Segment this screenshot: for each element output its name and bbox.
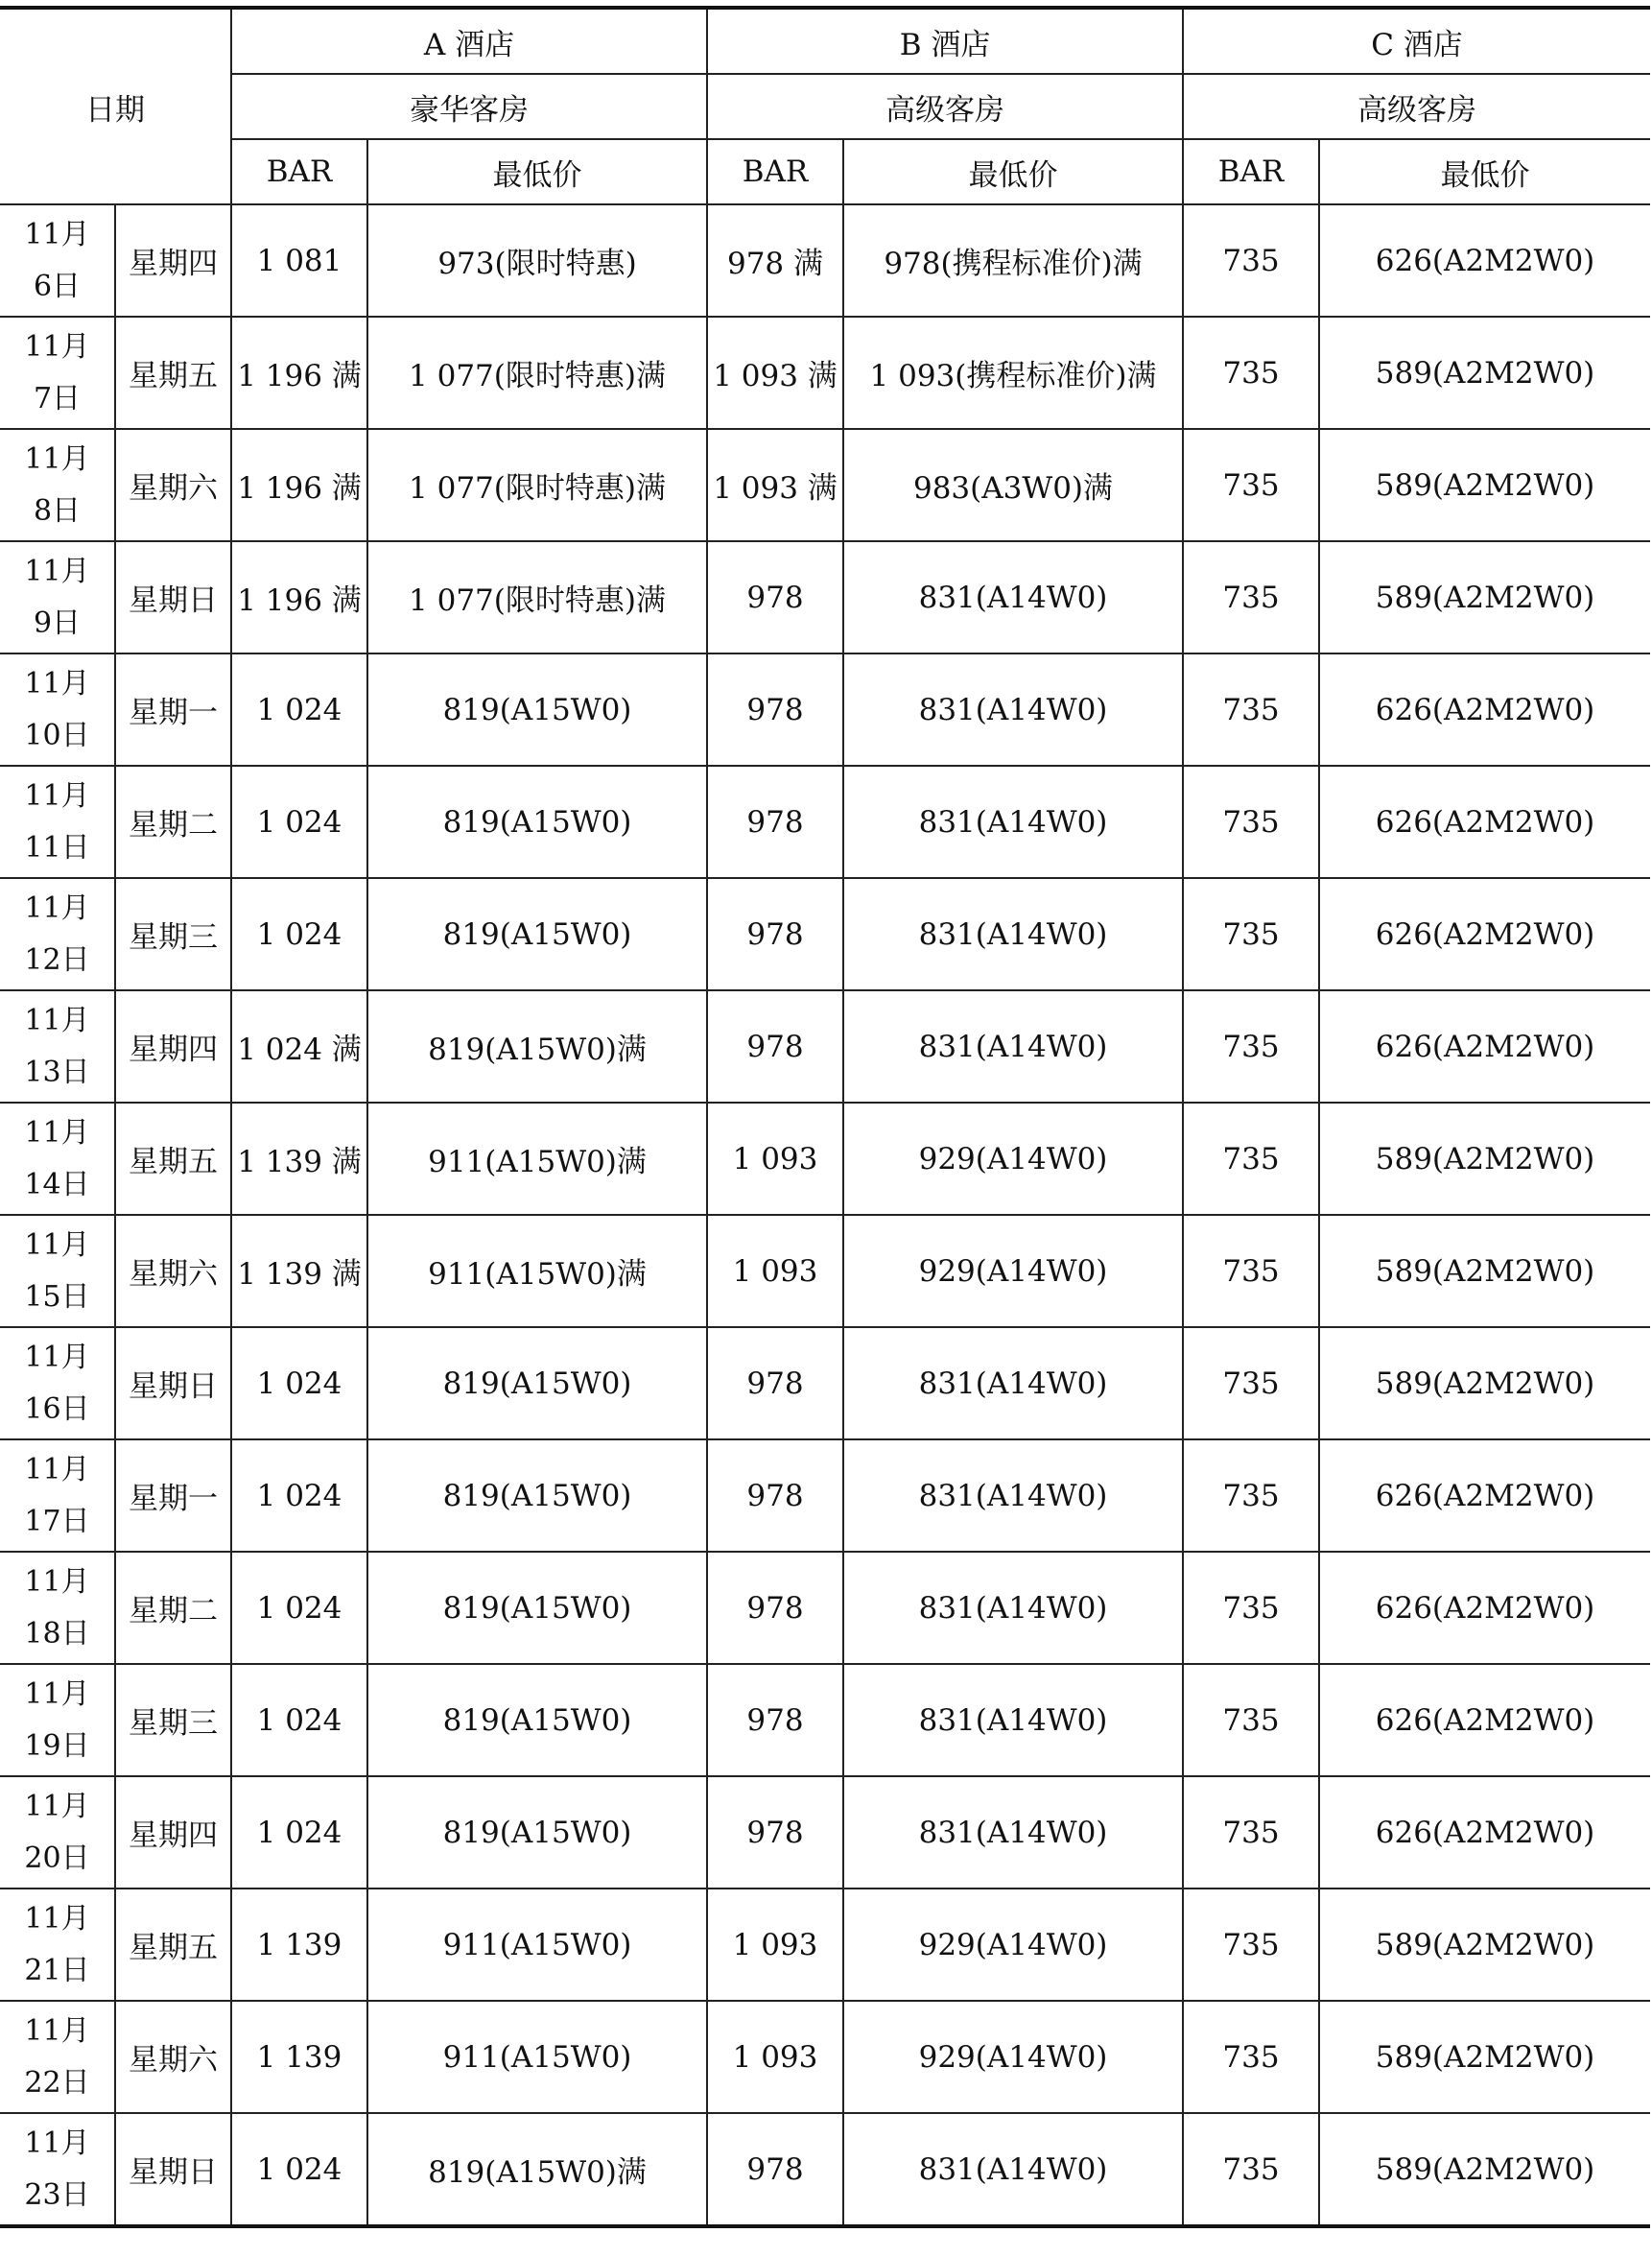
date-month: 11月	[24, 217, 90, 251]
hotel-a-low-cell: 911(A15W0)满	[367, 1215, 707, 1327]
date-month: 11月	[24, 441, 90, 476]
date-cell	[0, 204, 115, 317]
hotel-a-low-cell: 911(A15W0)	[367, 1889, 707, 2001]
hotel-b-bar-cell: 978	[707, 766, 843, 878]
hotel-c-bar-cell: 735	[1183, 429, 1319, 541]
hotel-b-bar-cell: 978	[707, 990, 843, 1103]
weekday-cell: 星期四	[115, 1776, 231, 1889]
date-month: 11月	[24, 554, 90, 588]
date-month: 11月	[24, 1115, 90, 1150]
hotel-b-low-cell: 929(A14W0)	[843, 1103, 1183, 1215]
hotel-c-bar-cell: 735	[1183, 990, 1319, 1103]
hotel-b-low-cell: 929(A14W0)	[843, 1215, 1183, 1327]
hotel-b-low-cell: 831(A14W0)	[843, 1327, 1183, 1439]
hotel-c-low-cell: 589(A2M2W0)	[1319, 429, 1650, 541]
table-row	[0, 1664, 1650, 1776]
weekday-cell: 星期六	[115, 2001, 231, 2113]
hotel-c-low-cell: 626(A2M2W0)	[1319, 766, 1650, 878]
hotel-c-low-cell: 626(A2M2W0)	[1319, 1664, 1650, 1776]
weekday-cell: 星期二	[115, 1552, 231, 1664]
hotel-a-bar-cell: 1 139	[231, 2001, 367, 2113]
weekday-cell: 星期日	[115, 541, 231, 653]
hotel-c-low-cell: 626(A2M2W0)	[1319, 653, 1650, 766]
hotel-b-bar-cell: 978	[707, 1664, 843, 1776]
hotel-a-low-cell: 911(A15W0)	[367, 2001, 707, 2113]
date-day: 14日	[24, 1167, 90, 1201]
hotel-c-bar-cell: 735	[1183, 2113, 1319, 2226]
hotel-b-low-cell: 831(A14W0)	[843, 2113, 1183, 2226]
hotel-c-low-cell: 589(A2M2W0)	[1319, 317, 1650, 429]
date-day: 22日	[24, 2065, 90, 2100]
hotel-c-bar-cell: 735	[1183, 1889, 1319, 2001]
hotel-b-bar-cell: 978	[707, 1439, 843, 1552]
date-day: 16日	[24, 1391, 90, 1426]
date-month: 11月	[24, 891, 90, 925]
table-row	[0, 1103, 1650, 1215]
hotel-b-low-cell: 831(A14W0)	[843, 653, 1183, 766]
hotel-c-bar-cell: 735	[1183, 1552, 1319, 1664]
hotel-b-bar-cell: 978	[707, 1776, 843, 1889]
table-row	[0, 2001, 1650, 2113]
date-day: 13日	[24, 1055, 90, 1089]
hotel-a-bar-cell: 1 024	[231, 1327, 367, 1439]
date-cell	[0, 1664, 115, 1776]
date-cell	[0, 1103, 115, 1215]
hotel-b-low-cell: 1 093(携程标准价)满	[843, 317, 1183, 429]
weekday-cell: 星期三	[115, 878, 231, 990]
hotel-a-bar-cell: 1 196 满	[231, 317, 367, 429]
hotel-b-bar-cell: 1 093	[707, 2001, 843, 2113]
header-row-hotels	[0, 8, 1650, 74]
date-month: 11月	[24, 1789, 90, 1823]
hotel-c-bar-cell: 735	[1183, 1776, 1319, 1889]
hotel-price-table	[0, 6, 1650, 2228]
hotel-c-name: C 酒店	[1183, 8, 1650, 74]
hotel-c-low-cell: 626(A2M2W0)	[1319, 878, 1650, 990]
hotel-c-bar-cell: 735	[1183, 1215, 1319, 1327]
table-row	[0, 204, 1650, 317]
date-day: 21日	[24, 1953, 90, 1987]
hotel-a-bar-cell: 1 024	[231, 653, 367, 766]
date-cell	[0, 429, 115, 541]
hotel-a-bar-cell: 1 081	[231, 204, 367, 317]
hotel-a-bar-cell: 1 139 满	[231, 1103, 367, 1215]
hotel-c-bar-cell: 735	[1183, 541, 1319, 653]
hotel-c-low-cell: 589(A2M2W0)	[1319, 541, 1650, 653]
hotel-b-bar-cell: 978	[707, 2113, 843, 2226]
date-day: 18日	[24, 1616, 90, 1651]
date-day: 15日	[24, 1279, 90, 1314]
hotel-a-low-cell: 819(A15W0)	[367, 1439, 707, 1552]
hotel-b-low-cell: 978(携程标准价)满	[843, 204, 1183, 317]
weekday-cell: 星期五	[115, 1103, 231, 1215]
hotel-a-bar-header: BAR	[231, 139, 367, 204]
table-row	[0, 1889, 1650, 2001]
hotel-b-low-cell: 831(A14W0)	[843, 541, 1183, 653]
hotel-c-bar-cell: 735	[1183, 204, 1319, 317]
date-month: 11月	[24, 329, 90, 364]
date-day: 11日	[24, 830, 90, 865]
date-day: 17日	[24, 1504, 90, 1538]
hotel-b-low-cell: 929(A14W0)	[843, 1889, 1183, 2001]
hotel-a-bar-cell: 1 024	[231, 1552, 367, 1664]
date-month: 11月	[24, 2013, 90, 2048]
hotel-c-bar-cell: 735	[1183, 1327, 1319, 1439]
date-day: 9日	[33, 606, 82, 640]
table-row	[0, 1776, 1650, 1889]
hotel-a-low-cell: 819(A15W0)	[367, 1776, 707, 1889]
header-row-room-types	[0, 74, 1650, 139]
table-row	[0, 1327, 1650, 1439]
hotel-b-bar-cell: 1 093	[707, 1103, 843, 1215]
date-cell	[0, 2113, 115, 2226]
date-day: 7日	[33, 381, 82, 416]
weekday-cell: 星期一	[115, 1439, 231, 1552]
hotel-a-room-type: 豪华客房	[231, 74, 707, 139]
date-day: 6日	[33, 269, 82, 303]
date-cell	[0, 1215, 115, 1327]
hotel-b-low-cell: 831(A14W0)	[843, 1552, 1183, 1664]
weekday-cell: 星期四	[115, 990, 231, 1103]
hotel-c-bar-cell: 735	[1183, 2001, 1319, 2113]
hotel-c-bar-cell: 735	[1183, 1439, 1319, 1552]
hotel-b-bar-cell: 978	[707, 878, 843, 990]
hotel-a-low-cell: 819(A15W0)	[367, 1327, 707, 1439]
date-day: 12日	[24, 942, 90, 977]
date-month: 11月	[24, 1227, 90, 1262]
hotel-b-bar-cell: 1 093	[707, 1889, 843, 2001]
weekday-cell: 星期二	[115, 766, 231, 878]
hotel-a-bar-cell: 1 139 满	[231, 1215, 367, 1327]
hotel-a-name: A 酒店	[231, 8, 707, 74]
hotel-b-low-cell: 831(A14W0)	[843, 990, 1183, 1103]
date-cell	[0, 1552, 115, 1664]
hotel-c-bar-cell: 735	[1183, 1103, 1319, 1215]
date-month: 11月	[24, 778, 90, 813]
hotel-a-bar-cell: 1 024 满	[231, 990, 367, 1103]
hotel-b-low-cell: 831(A14W0)	[843, 1439, 1183, 1552]
hotel-b-name: B 酒店	[707, 8, 1183, 74]
hotel-b-low-cell: 831(A14W0)	[843, 1664, 1183, 1776]
hotel-b-low-cell: 831(A14W0)	[843, 1776, 1183, 1889]
weekday-cell: 星期三	[115, 1664, 231, 1776]
hotel-a-bar-cell: 1 024	[231, 1439, 367, 1552]
hotel-a-bar-cell: 1 024	[231, 878, 367, 990]
hotel-c-low-cell: 589(A2M2W0)	[1319, 2001, 1650, 2113]
hotel-b-low-cell: 831(A14W0)	[843, 878, 1183, 990]
hotel-c-low-cell: 626(A2M2W0)	[1319, 1776, 1650, 1889]
table-body	[0, 8, 1650, 2226]
date-cell	[0, 1776, 115, 1889]
weekday-cell: 星期日	[115, 2113, 231, 2226]
date-month: 11月	[24, 1676, 90, 1711]
weekday-cell: 星期五	[115, 317, 231, 429]
hotel-c-bar-cell: 735	[1183, 1664, 1319, 1776]
table-row	[0, 429, 1650, 541]
table-row	[0, 990, 1650, 1103]
date-cell	[0, 1327, 115, 1439]
hotel-b-bar-cell: 978 满	[707, 204, 843, 317]
hotel-a-low-cell: 819(A15W0)满	[367, 2113, 707, 2226]
hotel-c-low-cell: 589(A2M2W0)	[1319, 1103, 1650, 1215]
date-cell	[0, 766, 115, 878]
hotel-c-bar-cell: 735	[1183, 766, 1319, 878]
weekday-cell: 星期一	[115, 653, 231, 766]
date-day: 23日	[24, 2177, 90, 2212]
hotel-a-bar-cell: 1 024	[231, 1776, 367, 1889]
date-cell	[0, 1439, 115, 1552]
hotel-a-low-cell: 1 077(限时特惠)满	[367, 541, 707, 653]
hotel-c-bar-cell: 735	[1183, 317, 1319, 429]
hotel-b-room-type: 高级客房	[707, 74, 1183, 139]
hotel-a-low-cell: 973(限时特惠)	[367, 204, 707, 317]
hotel-c-bar-cell: 735	[1183, 878, 1319, 990]
hotel-a-low-cell: 819(A15W0)	[367, 766, 707, 878]
hotel-a-low-header: 最低价	[367, 139, 707, 204]
hotel-a-low-cell: 819(A15W0)	[367, 878, 707, 990]
table-row	[0, 1552, 1650, 1664]
date-header: 日期	[0, 8, 231, 204]
hotel-a-bar-cell: 1 196 满	[231, 429, 367, 541]
date-month: 11月	[24, 1003, 90, 1037]
date-cell	[0, 317, 115, 429]
hotel-c-bar-cell: 735	[1183, 653, 1319, 766]
hotel-b-bar-cell: 978	[707, 1327, 843, 1439]
hotel-c-low-cell: 626(A2M2W0)	[1319, 1552, 1650, 1664]
hotel-b-bar-cell: 978	[707, 541, 843, 653]
hotel-c-low-cell: 626(A2M2W0)	[1319, 990, 1650, 1103]
hotel-b-bar-cell: 1 093 满	[707, 317, 843, 429]
hotel-a-bar-cell: 1 024	[231, 1664, 367, 1776]
weekday-cell: 星期五	[115, 1889, 231, 2001]
hotel-a-bar-cell: 1 024	[231, 2113, 367, 2226]
hotel-c-low-cell: 589(A2M2W0)	[1319, 1215, 1650, 1327]
hotel-c-low-cell: 589(A2M2W0)	[1319, 1327, 1650, 1439]
hotel-a-low-cell: 911(A15W0)满	[367, 1103, 707, 1215]
date-day: 10日	[24, 718, 90, 752]
hotel-a-low-cell: 1 077(限时特惠)满	[367, 317, 707, 429]
hotel-c-low-cell: 626(A2M2W0)	[1319, 1439, 1650, 1552]
weekday-cell: 星期六	[115, 1215, 231, 1327]
hotel-b-bar-cell: 1 093	[707, 1215, 843, 1327]
date-day: 20日	[24, 1841, 90, 1875]
date-month: 11月	[24, 2126, 90, 2160]
header-row-price-types	[0, 139, 1650, 204]
hotel-b-bar-header: BAR	[707, 139, 843, 204]
hotel-b-low-cell: 983(A3W0)满	[843, 429, 1183, 541]
date-month: 11月	[24, 1340, 90, 1374]
table-row	[0, 766, 1650, 878]
table-row	[0, 317, 1650, 429]
date-day: 19日	[24, 1728, 90, 1763]
table-row	[0, 653, 1650, 766]
hotel-b-bar-cell: 978	[707, 1552, 843, 1664]
hotel-c-bar-header: BAR	[1183, 139, 1319, 204]
date-cell	[0, 541, 115, 653]
weekday-cell: 星期日	[115, 1327, 231, 1439]
hotel-c-low-cell: 589(A2M2W0)	[1319, 2113, 1650, 2226]
date-cell	[0, 1889, 115, 2001]
table-row	[0, 1215, 1650, 1327]
table-row	[0, 1439, 1650, 1552]
date-month: 11月	[24, 1452, 90, 1486]
date-cell	[0, 990, 115, 1103]
hotel-a-low-cell: 819(A15W0)满	[367, 990, 707, 1103]
hotel-a-bar-cell: 1 024	[231, 766, 367, 878]
hotel-a-bar-cell: 1 196 满	[231, 541, 367, 653]
hotel-a-low-cell: 819(A15W0)	[367, 1664, 707, 1776]
weekday-cell: 星期四	[115, 204, 231, 317]
date-day: 8日	[33, 493, 82, 528]
hotel-b-low-cell: 929(A14W0)	[843, 2001, 1183, 2113]
hotel-c-low-cell: 589(A2M2W0)	[1319, 1889, 1650, 2001]
date-month: 11月	[24, 1564, 90, 1599]
table-row	[0, 878, 1650, 990]
hotel-c-low-cell: 626(A2M2W0)	[1319, 204, 1650, 317]
hotel-a-bar-cell: 1 139	[231, 1889, 367, 2001]
date-cell	[0, 2001, 115, 2113]
date-month: 11月	[24, 1901, 90, 1936]
hotel-a-low-cell: 1 077(限时特惠)满	[367, 429, 707, 541]
hotel-b-low-header: 最低价	[843, 139, 1183, 204]
hotel-c-low-header: 最低价	[1319, 139, 1650, 204]
hotel-c-room-type: 高级客房	[1183, 74, 1650, 139]
date-cell	[0, 878, 115, 990]
weekday-cell: 星期六	[115, 429, 231, 541]
table-row	[0, 2113, 1650, 2226]
date-cell	[0, 653, 115, 766]
hotel-b-bar-cell: 978	[707, 653, 843, 766]
hotel-b-low-cell: 831(A14W0)	[843, 766, 1183, 878]
table-row	[0, 541, 1650, 653]
date-month: 11月	[24, 666, 90, 701]
hotel-a-low-cell: 819(A15W0)	[367, 653, 707, 766]
hotel-a-low-cell: 819(A15W0)	[367, 1552, 707, 1664]
hotel-b-bar-cell: 1 093 满	[707, 429, 843, 541]
